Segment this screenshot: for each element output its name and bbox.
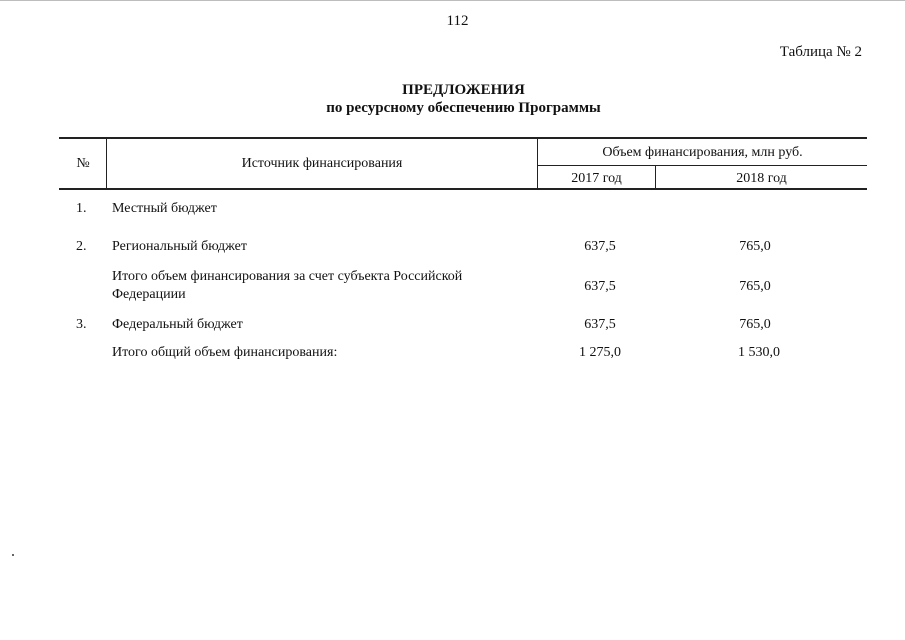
- table-top-rule: [59, 137, 867, 139]
- header-volume: Объем финансирования, млн руб.: [602, 145, 803, 160]
- header-bottom-rule: [59, 188, 867, 190]
- total-value-2018: 1 530,0: [738, 345, 780, 360]
- page-number: 112: [446, 13, 469, 29]
- header-2018: 2018 год: [736, 171, 787, 186]
- total-source: Итого общий объем финансирования:: [112, 345, 338, 360]
- row-3-number: 3.: [76, 317, 87, 332]
- row-3-value-2018: 765,0: [739, 317, 771, 332]
- row-2-value-2018: 765,0: [739, 239, 771, 254]
- row-2-number: 2.: [76, 239, 87, 254]
- subtotal-value-2018: 765,0: [739, 279, 771, 294]
- total-value-2017: 1 275,0: [579, 345, 621, 360]
- document-title: ПРЕДЛОЖЕНИЯ: [402, 82, 525, 98]
- header-2017: 2017 год: [571, 171, 622, 186]
- table-label: Таблица № 2: [779, 44, 862, 60]
- page-top-edge: [0, 0, 905, 1]
- row-1-number: 1.: [76, 201, 87, 216]
- row-2-source: Региональный бюджет: [112, 239, 247, 254]
- row-2-value-2017: 637,5: [584, 239, 616, 254]
- row-3-value-2017: 637,5: [584, 317, 616, 332]
- scan-speck: [12, 554, 14, 556]
- header-year-divider: [537, 165, 867, 166]
- row-1-source: Местный бюджет: [112, 201, 217, 216]
- subtotal-source: Итого объем финансирования за счет субъекта Российской Федерациии: [112, 269, 463, 302]
- header-source: Источник финансирования: [241, 156, 403, 171]
- row-3-source: Федеральный бюджет: [112, 317, 243, 332]
- document-subtitle: по ресурсному обеспечению Программы: [326, 100, 601, 116]
- header-number: №: [76, 156, 90, 171]
- subtotal-value-2017: 637,5: [584, 279, 616, 294]
